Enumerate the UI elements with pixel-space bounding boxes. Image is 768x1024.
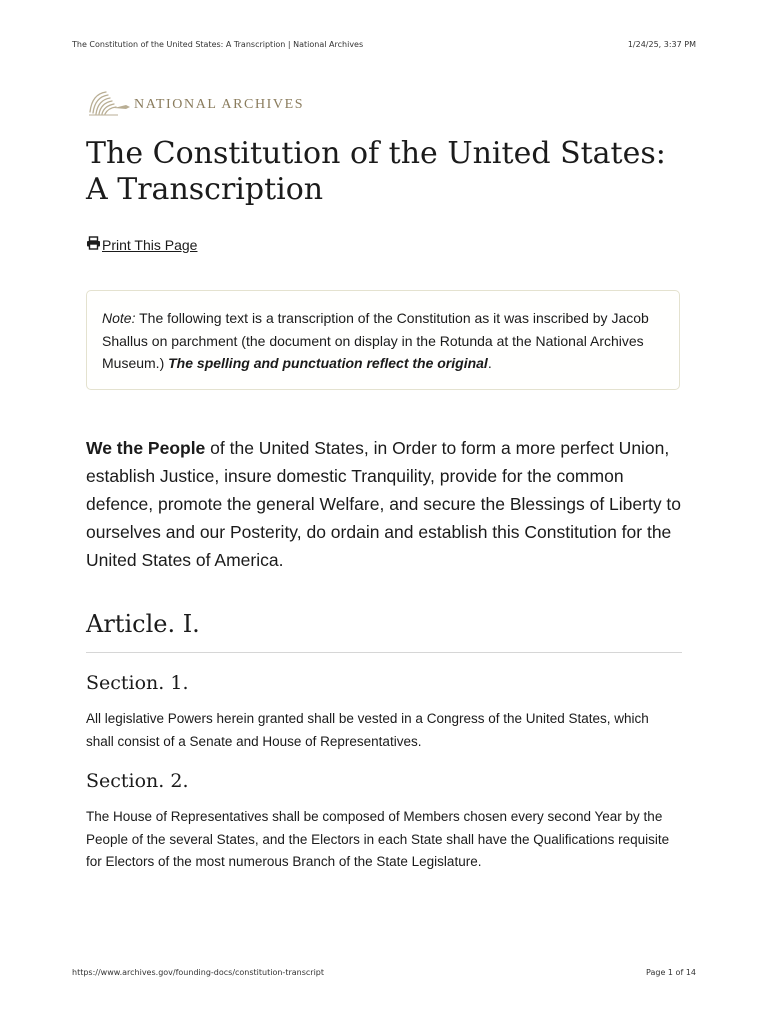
print-page-link[interactable] — [86, 236, 197, 253]
section-heading: Section. 1. — [86, 672, 189, 694]
print-header-datetime: 1/24/25, 3:37 PM — [627, 40, 696, 49]
print-header — [72, 40, 696, 49]
preamble-text: of the United States, in Order to form a more perfect Union, establish Justice, insure domestic Tranquility, provide for the common defence, promote the general Welfare, and secure the Blessings of Liberty to ourselves and our Posterity, do ordain and establish this Constitution for the United States of America. — [86, 438, 682, 570]
eagle-logo-icon — [86, 88, 132, 118]
preamble — [86, 434, 686, 574]
logo-text: NATIONAL ARCHIVES — [134, 97, 305, 112]
section-text: All legislative Powers herein granted shall be vested in a Congress of the United States, which shall consist of a Senate and House of Representatives. — [86, 711, 649, 749]
transcription-note — [86, 290, 680, 390]
print-header-title: The Constitution of the United States: A Transcription | National Archives — [72, 40, 364, 49]
note-text: The following text is a transcription of the Constitution as it was inscribed by Jacob Shallus on parchment (the document on display in the Rotunda at the National Archives Museum.) — [102, 310, 649, 371]
section-text: The House of Representatives shall be composed of Members chosen every second Year by the People of the several States, and the Electors in each State shall have the Qualifications requisite for Electors of the most numerous Branch of the State Legislature. — [86, 809, 670, 869]
preamble-lead: We the People — [86, 438, 206, 458]
note-label: Note: — [102, 310, 136, 326]
print-footer-page: Page 1 of 14 — [646, 968, 696, 977]
print-footer — [72, 968, 696, 977]
print-footer-url: https://www.archives.gov/founding-docs/constitution-transcript — [72, 968, 325, 977]
page-title: The Constitution of the United States: A Transcription — [86, 136, 666, 207]
article-heading: Article. I. — [86, 610, 682, 653]
note-end: . — [487, 355, 492, 371]
print-page-label: Print This Page — [102, 236, 198, 253]
printer-icon — [86, 236, 101, 253]
section-heading: Section. 2. — [86, 770, 189, 792]
note-emphasis: The spelling and punctuation reflect the original — [168, 355, 488, 371]
site-logo[interactable] — [86, 88, 304, 118]
